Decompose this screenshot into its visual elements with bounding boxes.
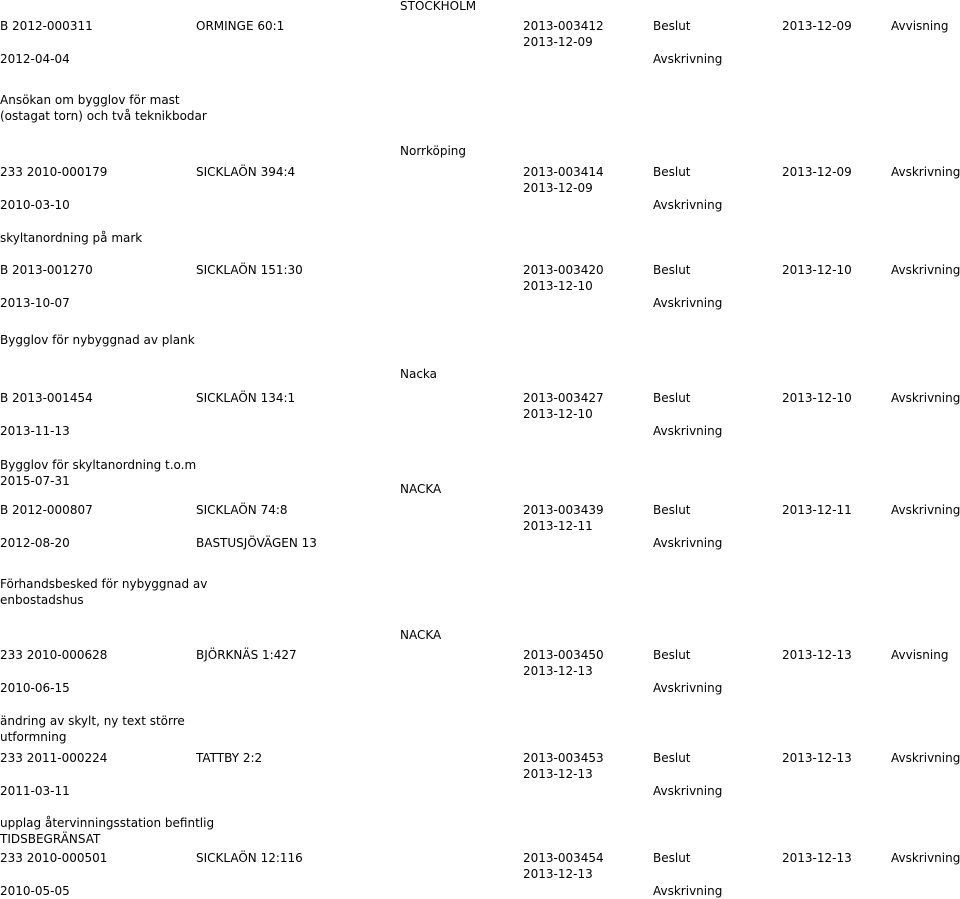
decision-result: Avskrivning — [891, 391, 960, 405]
property-designation: SICKLAÖN 151:30 — [196, 263, 303, 277]
decision-type: Beslut — [653, 751, 691, 765]
decision-date: 2013-12-09 — [523, 35, 593, 49]
decision-result: Avvisning — [891, 19, 949, 33]
case-number: B 2012-000311 — [0, 19, 93, 33]
case-description: Bygglov för skyltanordning t.o.m 2015-07-31 — [0, 458, 197, 488]
decision-day: 2013-12-11 — [782, 503, 852, 517]
received-date: 2011-03-11 — [0, 784, 70, 798]
property-designation: BJÖRKNÄS 1:427 — [196, 648, 297, 662]
municipality-heading: Nacka — [400, 367, 438, 381]
decision-date: 2013-12-13 — [523, 867, 593, 881]
decision-day: 2013-12-09 — [782, 165, 852, 179]
case-number: B 2013-001454 — [0, 391, 93, 405]
decision-number: 2013-003420 — [523, 263, 604, 277]
property-designation: TATTBY 2:2 — [196, 751, 263, 765]
decision-number: 2013-003427 — [523, 391, 604, 405]
decision-result-secondary: Avskrivning — [653, 424, 723, 438]
received-date: 2013-11-13 — [0, 424, 70, 438]
decision-day: 2013-12-13 — [782, 851, 852, 865]
received-date: 2013-10-07 — [0, 296, 70, 310]
decision-day: 2013-12-10 — [782, 263, 852, 277]
decision-number: 2013-003412 — [523, 19, 604, 33]
case-number: 233 2010-000179 — [0, 165, 108, 179]
decision-result: Avskrivning — [891, 165, 960, 179]
decision-date: 2013-12-13 — [523, 664, 593, 678]
decision-result-secondary: Avskrivning — [653, 536, 723, 550]
decision-result-secondary: Avskrivning — [653, 52, 723, 66]
received-date: 2012-04-04 — [0, 52, 70, 66]
received-date: 2012-08-20 — [0, 536, 70, 550]
decision-result: Avvisning — [891, 648, 949, 662]
decision-result: Avskrivning — [891, 851, 960, 865]
case-description: Förhandsbesked för nybyggnad av enbostadshus — [0, 577, 208, 607]
case-number: 233 2010-000501 — [0, 851, 108, 865]
decision-day: 2013-12-09 — [782, 19, 852, 33]
case-number: B 2012-000807 — [0, 503, 93, 517]
decision-number: 2013-003453 — [523, 751, 604, 765]
decision-day: 2013-12-13 — [782, 751, 852, 765]
decision-date: 2013-12-10 — [523, 279, 593, 293]
received-date: 2010-06-15 — [0, 681, 70, 695]
received-date: 2010-03-10 — [0, 198, 70, 212]
case-description: Bygglov för nybyggnad av plank — [0, 333, 195, 347]
property-designation: SICKLAÖN 134:1 — [196, 391, 296, 405]
decision-number: 2013-003414 — [523, 165, 604, 179]
decision-number: 2013-003439 — [523, 503, 604, 517]
decision-result: Avskrivning — [891, 751, 960, 765]
case-number: 233 2011-000224 — [0, 751, 108, 765]
municipality-heading: Norrköping — [400, 144, 467, 158]
decision-type: Beslut — [653, 19, 691, 33]
property-designation: SICKLAÖN 12:116 — [196, 851, 303, 865]
decision-result-secondary: Avskrivning — [653, 884, 723, 898]
property-designation: SICKLAÖN 74:8 — [196, 503, 288, 517]
decision-type: Beslut — [653, 165, 691, 179]
decision-type: Beslut — [653, 851, 691, 865]
decision-date: 2013-12-09 — [523, 181, 593, 195]
decision-type: Beslut — [653, 503, 691, 517]
municipality-heading: NACKA — [400, 482, 442, 496]
case-number: B 2013-001270 — [0, 263, 93, 277]
property-designation: ORMINGE 60:1 — [196, 19, 285, 33]
received-date: 2010-05-05 — [0, 884, 70, 898]
decision-type: Beslut — [653, 391, 691, 405]
decision-date: 2013-12-10 — [523, 407, 593, 421]
decision-result-secondary: Avskrivning — [653, 784, 723, 798]
municipality-heading: NACKA — [400, 628, 442, 642]
case-description: skyltanordning på mark — [0, 231, 143, 245]
case-number: 233 2010-000628 — [0, 648, 108, 662]
case-description: Ansökan om bygglov för mast (ostagat torn) och två teknikbodar — [0, 93, 207, 123]
decision-number: 2013-003454 — [523, 851, 604, 865]
decision-day: 2013-12-10 — [782, 391, 852, 405]
decision-day: 2013-12-13 — [782, 648, 852, 662]
decision-number: 2013-003450 — [523, 648, 604, 662]
decision-result: Avskrivning — [891, 503, 960, 517]
address: BASTUSJÖVÄGEN 13 — [196, 536, 317, 550]
decision-result-secondary: Avskrivning — [653, 198, 723, 212]
case-description: upplag återvinningsstation befintlig TIDSBEGRÄNSAT — [0, 816, 215, 846]
decision-result: Avskrivning — [891, 263, 960, 277]
case-description: ändring av skylt, ny text större utformning — [0, 714, 185, 744]
property-designation: SICKLAÖN 394:4 — [196, 165, 296, 179]
decision-type: Beslut — [653, 648, 691, 662]
municipality-heading: STOCKHOLM — [400, 0, 477, 13]
decision-type: Beslut — [653, 263, 691, 277]
decision-date: 2013-12-11 — [523, 519, 593, 533]
decision-result-secondary: Avskrivning — [653, 296, 723, 310]
decision-result-secondary: Avskrivning — [653, 681, 723, 695]
decision-date: 2013-12-13 — [523, 767, 593, 781]
